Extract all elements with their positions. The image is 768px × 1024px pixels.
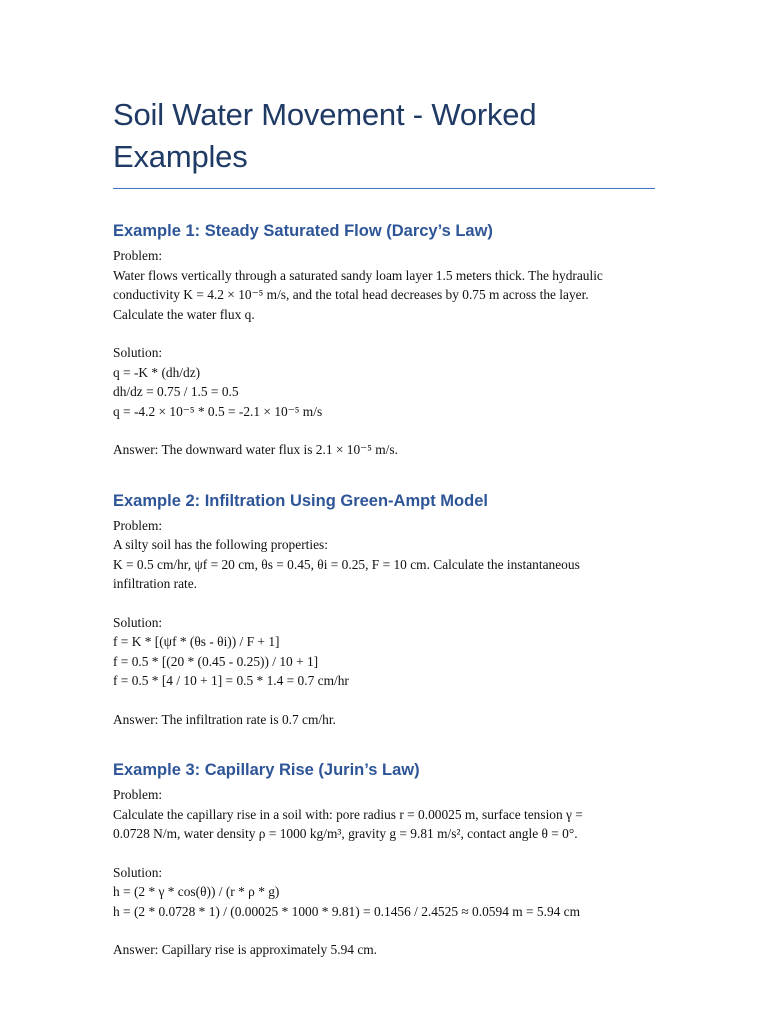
solution-line: f = 0.5 * [(20 * (0.45 - 0.25)) / 10 + 1] [113,653,319,669]
example-3-heading: Example 3: Capillary Rise (Jurin’s Law) [113,761,420,779]
solution-line: q = -4.2 × 10⁻⁵ * 0.5 = -2.1 × 10⁻⁵ m/s [113,403,323,419]
problem-label: Problem: [113,517,163,533]
solution-line: h = (2 * 0.0728 * 1) / (0.00025 * 1000 * 9.81) = 0.1456 / 2.4525 ≈ 0.0594 m = 5.94 cm [113,903,581,919]
problem-line: K = 0.5 cm/hr, ψf = 20 cm, θs = 0.45, θi = 0.25, F = 10 cm. Calculate the instantaneous [113,556,580,572]
example-2 [113,490,655,730]
solution-label: Solution: [113,345,163,360]
example-2-solution [113,613,655,691]
example-2-problem [113,516,655,594]
example-1-answer [113,440,655,460]
answer-text: Answer: The infiltration rate is 0.7 cm/hr. [113,711,336,727]
solution-line: h = (2 * γ * cos(θ)) / (r * ρ * g) [113,884,280,899]
example-3 [113,759,655,960]
problem-label: Problem: [113,787,163,802]
example-1-heading: Example 1: Steady Saturated Flow (Darcy’s Law) [113,222,493,240]
page-title-line-2: Examples [113,139,248,174]
problem-line: A silty soil has the following properties: [113,537,328,552]
document-page [113,94,655,960]
example-1 [113,220,655,460]
example-3-answer [113,940,655,960]
example-3-problem [113,785,655,844]
problem-line: infiltration rate. [113,576,198,591]
problem-line: conductivity K = 4.2 × 10⁻⁵ m/s, and the total head decreases by 0.75 m across the layer. [113,287,589,302]
answer-text: Answer: Capillary rise is approximately 5.94 cm. [113,942,378,957]
problem-line: Calculate the water flux q. [113,306,255,322]
example-3-solution [113,863,655,922]
solution-line: q = -K * (dh/dz) [113,364,201,380]
solution-line: dh/dz = 0.75 / 1.5 = 0.5 [113,384,239,399]
solution-line: f = K * [(ψf * (θs - θi)) / F + 1] [113,634,280,649]
solution-label: Solution: [113,864,163,880]
problem-line: Calculate the capillary rise in a soil with: pore radius r = 0.00025 m, surface tension γ = [113,806,583,822]
title-divider [113,188,655,189]
example-2-answer [113,710,655,730]
solution-label: Solution: [113,614,163,630]
answer-text: Answer: The downward water flux is 2.1 × 10⁻⁵ m/s. [113,442,398,457]
problem-line: Water flows vertically through a saturated sandy loam layer 1.5 meters thick. The hydraulic [113,267,603,283]
example-1-solution [113,343,655,421]
problem-line: 0.0728 N/m, water density ρ = 1000 kg/m³, gravity g = 9.81 m/s², contact angle θ = 0°. [113,826,578,841]
problem-label: Problem: [113,248,163,263]
example-2-heading: Example 2: Infiltration Using Green-Ampt Model [113,491,488,510]
example-1-problem [113,246,655,324]
solution-line: f = 0.5 * [4 / 10 + 1] = 0.5 * 1.4 = 0.7 cm/hr [113,673,349,688]
page-title-line-1: Soil Water Movement - Worked [113,97,537,132]
page-title [113,94,655,178]
